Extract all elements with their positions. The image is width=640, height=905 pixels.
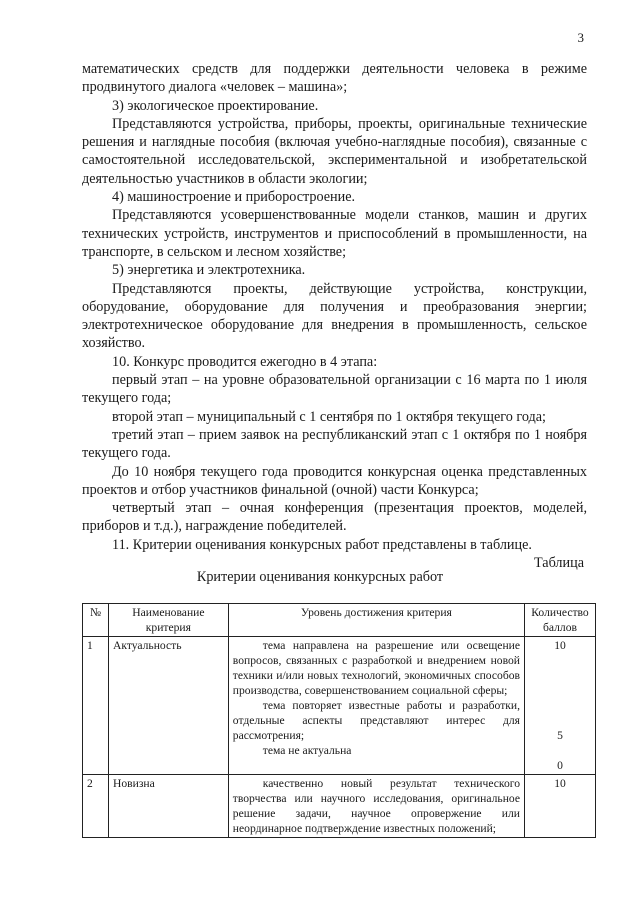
paragraph: 10. Конкурс проводится ежегодно в 4 этапа: [112,353,378,370]
points-value: 10 [554,777,566,790]
level-option: тема направлена на разрешение или освещение вопросов, связанных с разработкой и внедрением новой техники и/или новых технологий, экономичных способов производства, совершенствованием социальной сферы; [232,639,520,697]
paragraph: четвертый этап – очная конференция (презентация проектов, моделей, приборов и т.д.), награждение победителей. [82,500,587,535]
criteria-table [82,603,596,838]
paragraph: 11. Критерии оценивания конкурсных работ представлены в таблице. [112,536,532,553]
level-option: качественно новый результат технического творчества или научного исследования, оригинальное решение задачи, научное опровержение или неординарное подтверждение известных положений; [232,777,520,835]
header-level: Уровень достижения критерия [228,604,524,637]
table-row [83,775,596,838]
cell-level [228,775,524,838]
cell-name: Новизна [108,775,228,838]
paragraph: Представляются устройства, приборы, проекты, оригинальные технические решения и наглядные пособия (включая учебно-наглядные пособия), связанные с самостоятельной исследовательской, экспериментальной и изобретательской деятельностью участников в области экологии; [82,115,587,187]
cell-num: 2 [83,775,109,838]
page-number: 3 [577,30,584,45]
points-value: 5 [557,729,563,742]
table-row [83,637,596,775]
paragraph: Представляются усовершенствованные модели станков, машин и других технических устройств, инструментов и приспособлений в промышленности, на транспорте, в сельском и лесном хозяйстве; [82,207,587,260]
cell-level [228,637,524,775]
cell-points [525,775,596,838]
paragraph: 4) машиностроение и приборостроение. [112,189,356,206]
points-value: 0 [557,759,563,772]
cell-name: Актуальность [108,637,228,775]
header-points: Количество баллов [525,604,596,637]
table-label: Таблица [533,555,584,571]
paragraph: Представляются проекты, действующие устройства, конструкции, оборудование, оборудование для получения и преобразования энергии; электротехническое оборудование для внедрения в промышленность, сельское хозяйство. [82,280,587,352]
paragraph: 5) энергетика и электротехника. [112,262,306,279]
body-text [82,60,587,554]
paragraph: третий этап – прием заявок на республиканский этап с 1 октября по 1 ноября текущего года. [82,426,587,462]
level-option: тема не актуальна [262,744,352,757]
table-caption: Критерии оценивания конкурсных работ [196,569,444,585]
paragraph: 3) экологическое проектирование. [112,97,319,114]
paragraph: первый этап – на уровне образовательной организации с 16 марта по 1 июля текущего года; [82,372,587,407]
paragraph: До 10 ноября текущего года проводится конкурсная оценка представленных проектов и отбор участников финальной (очной) части Конкурса; [82,463,587,498]
points-value: 10 [554,639,566,652]
paragraph: второй этап – муниципальный с 1 сентября по 1 октября текущего года; [112,408,546,425]
level-option: тема повторяет известные работы и разработки, отдельные аспекты представляют интерес для рассмотрения; [232,699,520,742]
header-num: № [83,604,109,637]
cell-num: 1 [83,637,109,775]
table-header-row [83,604,596,637]
header-name: Наименование критерия [108,604,228,637]
cell-points [525,637,596,775]
paragraph: математических средств для поддержки деятельности человека в режиме продвинутого диалога «человек – машина»; [82,61,587,96]
